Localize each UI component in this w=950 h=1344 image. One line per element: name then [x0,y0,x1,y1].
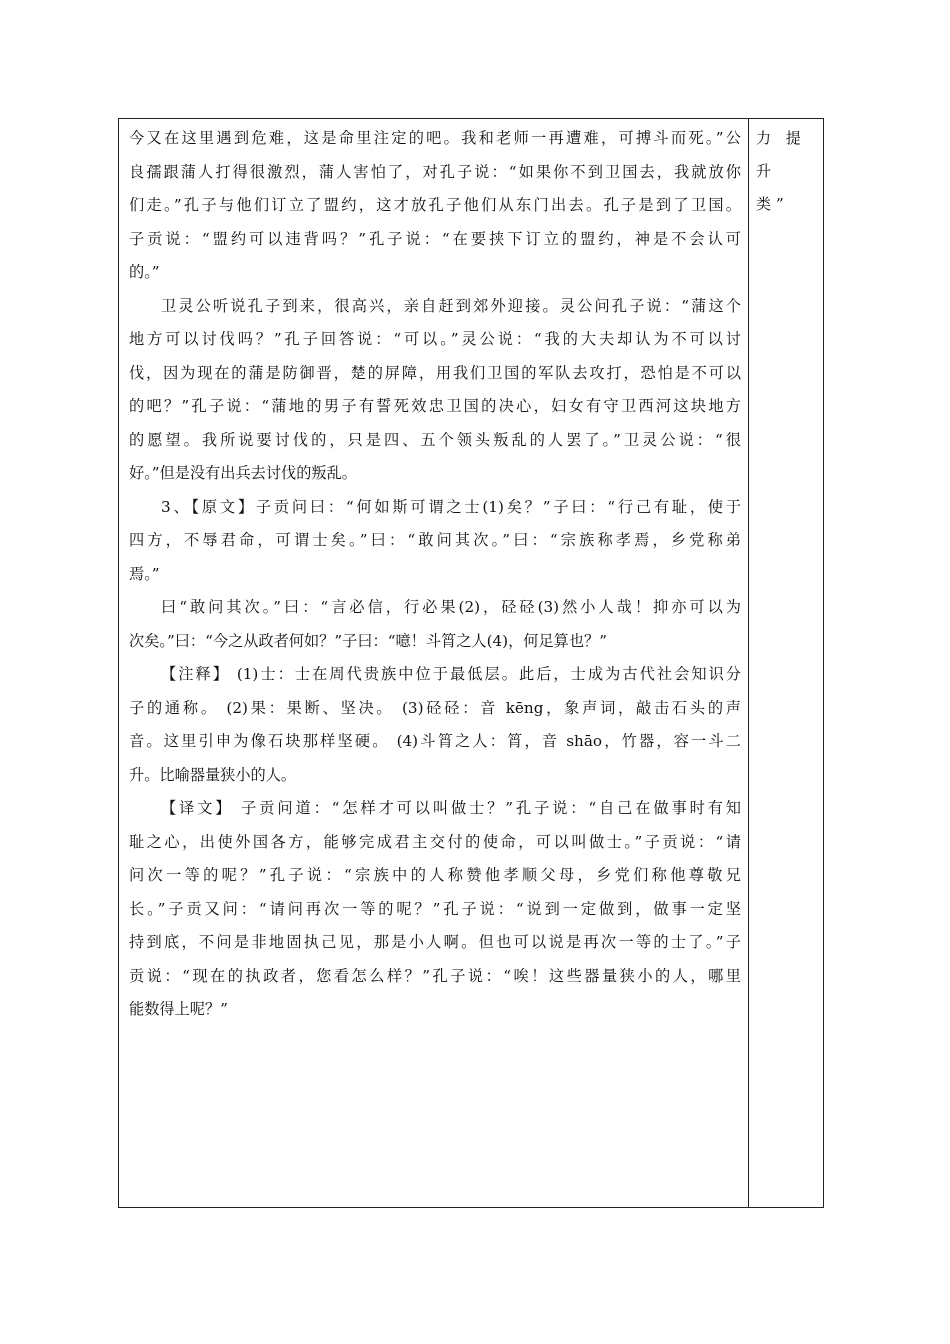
main-text-column [129,122,741,1027]
text-line: 能数得上呢？” [129,1000,228,1018]
text-line: 问次一等的呢？”孔子说：“宗族中的人称赞他孝顺父母，乡党们称他尊敬兄 [129,866,741,884]
side-column [756,122,818,221]
column-divider [748,118,749,1208]
text-line: 焉。” [129,564,160,583]
text-line: 长。”子贡又问：“请问再次一等的呢？”孔子说：“说到一定做到，做事一定坚 [129,899,741,918]
text-line: 子的通称。 (2)果：果断、坚决。 (3)硁硁：音 kēng，象声词，敲击石头的声 [129,698,741,717]
text-line: 的。” [129,263,160,281]
text-line: 升。比喻器量狭小的人。 [129,765,297,784]
text-line: 卫灵公听说孔子到来，很高兴，亲自赶到郊外迎接。灵公问孔子说：“蒲这个 [161,296,741,315]
text-line: 伐，因为现在的蒲是防御晋，楚的屏障，用我们卫国的军队去攻打，恐怕是不可以 [129,363,741,382]
text-line: 四方，不辱君命，可谓士矣。”曰：“敢问其次。”曰：“宗族称孝焉，乡党称弟 [129,531,741,549]
text-line: 的愿望。我所说要讨伐的，只是四、五个领头叛乱的人罢了。”卫灵公说：“很 [129,430,741,449]
text-line: 【注释】 (1)士：士在周代贵族中位于最低层。此后，士成为古代社会知识分 [161,665,741,683]
side-label-line-1: 力 提 升 [756,129,806,180]
text-line: 音。这里引申为像石块那样坚硬。 (4)斗筲之人：筲，音 shāo，竹器，容一斗二 [129,732,741,750]
text-line: 持到底，不问是非地固执己见，那是小人啊。但也可以说是再次一等的士了。”子 [129,933,741,951]
text-line: 耻之心，出使外国各方，能够完成君主交付的使命，可以叫做士。”子贡说：“请 [129,832,741,851]
text-line: 次矣。”曰：“今之从政者何如？”子曰：“噫！斗筲之人(4)，何足算也？” [129,631,607,650]
text-line: 们走。”孔子与他们订立了盟约，这才放孔子他们从东门出去。孔子是到了卫国。 [129,196,741,214]
side-label-line-2: 类” [756,195,789,213]
text-line: 今又在这里遇到危难，这是命里注定的吧。我和老师一再遭难，可搏斗而死。”公 [129,129,741,147]
text-line: 良孺跟蒲人打得很激烈，蒲人害怕了，对孔子说：“如果你不到卫国去，我就放你 [129,162,741,181]
text-line: 曰“敢问其次。”曰：“言必信，行必果(2)，硁硁(3)然小人哉！抑亦可以为 [161,598,741,616]
text-line: 3、【原文】子贡问曰：“何如斯可谓之士(1)矣？”子曰：“行己有耻，使于 [161,497,741,516]
text-line: 好。”但是没有出兵去讨伐的叛乱。 [129,464,357,482]
text-line: 子贡说：“盟约可以违背吗？”孔子说：“在要挟下订立的盟约，神是不会认可 [129,229,741,248]
text-line: 地方可以讨伐吗？”孔子回答说：“可以。”灵公说：“我的大夫却认为不可以讨 [129,330,741,348]
text-line: 贡说：“现在的执政者，您看怎么样？”孔子说：“唉！这些器量狭小的人，哪里 [129,966,741,985]
text-line: 的吧？”孔子说：“蒲地的男子有誓死效忠卫国的决心，妇女有守卫西河这块地方 [129,397,741,415]
text-line: 【译文】 子贡问道：“怎样才可以叫做士？”孔子说：“自己在做事时有知 [161,799,741,817]
